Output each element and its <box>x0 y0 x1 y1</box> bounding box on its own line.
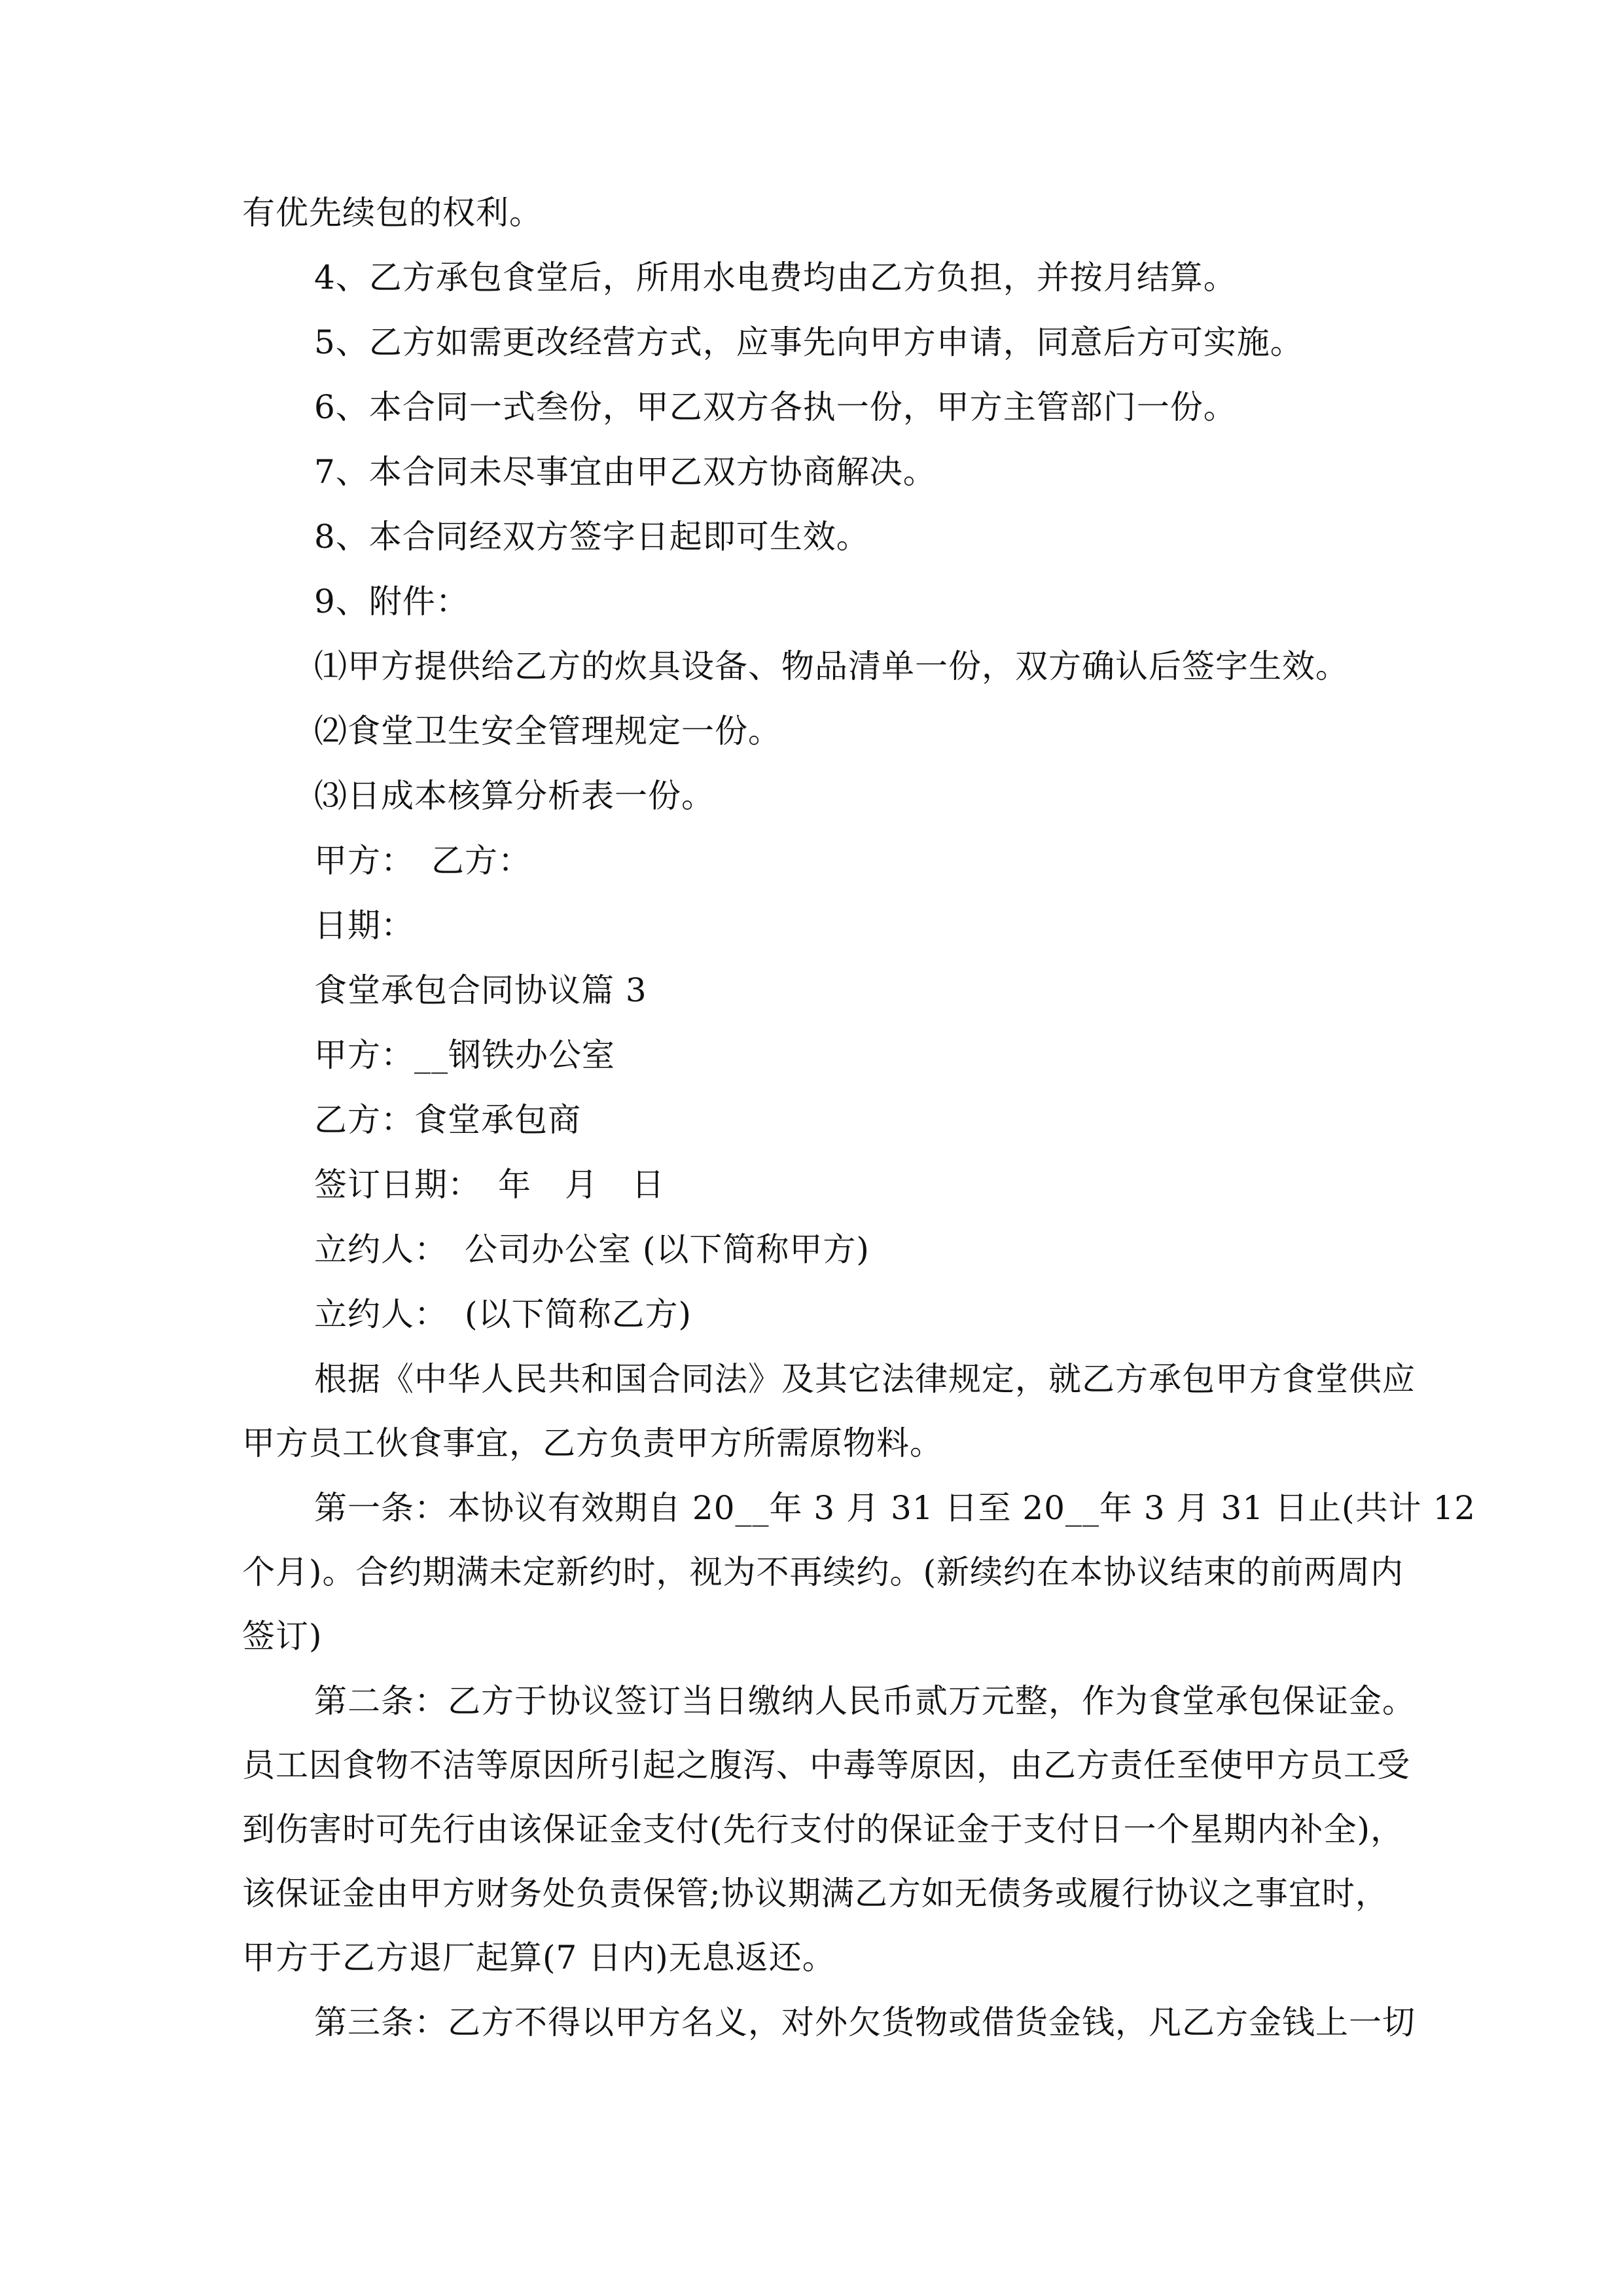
article-1-line: 个月)。合约期满未定新约时，视为不再续约。(新续约在本协议结束的前两周内 <box>242 1553 1404 1591</box>
preamble-line: 甲方员工伙食事宜，乙方负责甲方所需原物料。 <box>242 1424 943 1462</box>
signing-date: 签订日期： 年 月 日 <box>314 1166 665 1204</box>
signature-date: 日期： <box>314 906 414 944</box>
attachment-2: ⑵食堂卫生安全管理规定一份。 <box>314 712 781 750</box>
party-b: 乙方：食堂承包商 <box>314 1101 581 1139</box>
document-body <box>242 194 1476 2071</box>
party-a: 甲方：__钢铁办公室 <box>314 1036 615 1074</box>
article-3-line: 第三条：乙方不得以甲方名义，对外欠货物或借货金钱，凡乙方金钱上一切 <box>314 2003 1416 2041</box>
article-1-line: 签订) <box>242 1617 323 1655</box>
text-line: 有优先续包的权利。 <box>242 194 543 232</box>
section-title: 食堂承包合同协议篇 3 <box>314 971 647 1009</box>
contracting-party-a: 立约人： 公司办公室 (以下简称甲方) <box>314 1230 870 1268</box>
attachment-1: ⑴甲方提供给乙方的炊具设备、物品清单一份，双方确认后签字生效。 <box>314 647 1349 685</box>
article-1-line: 第一条：本协议有效期自 20__年 3 月 31 日至 20__年 3 月 31 日止(共计 12 <box>314 1489 1476 1527</box>
article-2-line: 甲方于乙方退厂起算(7 日内)无息返还。 <box>242 1939 836 1977</box>
preamble-line: 根据《中华人民共和国合同法》及其它法律规定，就乙方承包甲方食堂供应 <box>314 1360 1416 1398</box>
clause-7: 7、本合同未尽事宜由甲乙双方协商解决。 <box>314 453 936 491</box>
clause-5: 5、乙方如需更改经营方式，应事先向甲方申请，同意后方可实施。 <box>314 323 1304 361</box>
signature-parties: 甲方： 乙方： <box>314 842 531 880</box>
article-2-line: 员工因食物不洁等原因所引起之腹泻、中毒等原因，由乙方责任至使甲方员工受 <box>242 1746 1410 1784</box>
clause-4: 4、乙方承包食堂后，所用水电费均由乙方负担，并按月结算。 <box>314 259 1237 296</box>
article-2-line: 该保证金由甲方财务处负责保管;协议期满乙方如无债务或履行协议之事宜时， <box>242 1874 1389 1912</box>
article-2-line: 到伤害时可先行由该保证金支付(先行支付的保证金于支付日一个星期内补全)， <box>242 1810 1404 1848</box>
article-2-line: 第二条：乙方于协议签订当日缴纳人民币贰万元整，作为食堂承包保证金。 <box>314 1682 1416 1720</box>
clause-8: 8、本合同经双方签字日起即可生效。 <box>314 518 870 556</box>
clause-6: 6、本合同一式叁份，甲乙双方各执一份，甲方主管部门一份。 <box>314 388 1237 426</box>
attachment-3: ⑶日成本核算分析表一份。 <box>314 777 715 815</box>
contracting-party-b: 立约人： (以下简称乙方) <box>314 1295 692 1333</box>
clause-9: 9、附件： <box>314 583 469 620</box>
